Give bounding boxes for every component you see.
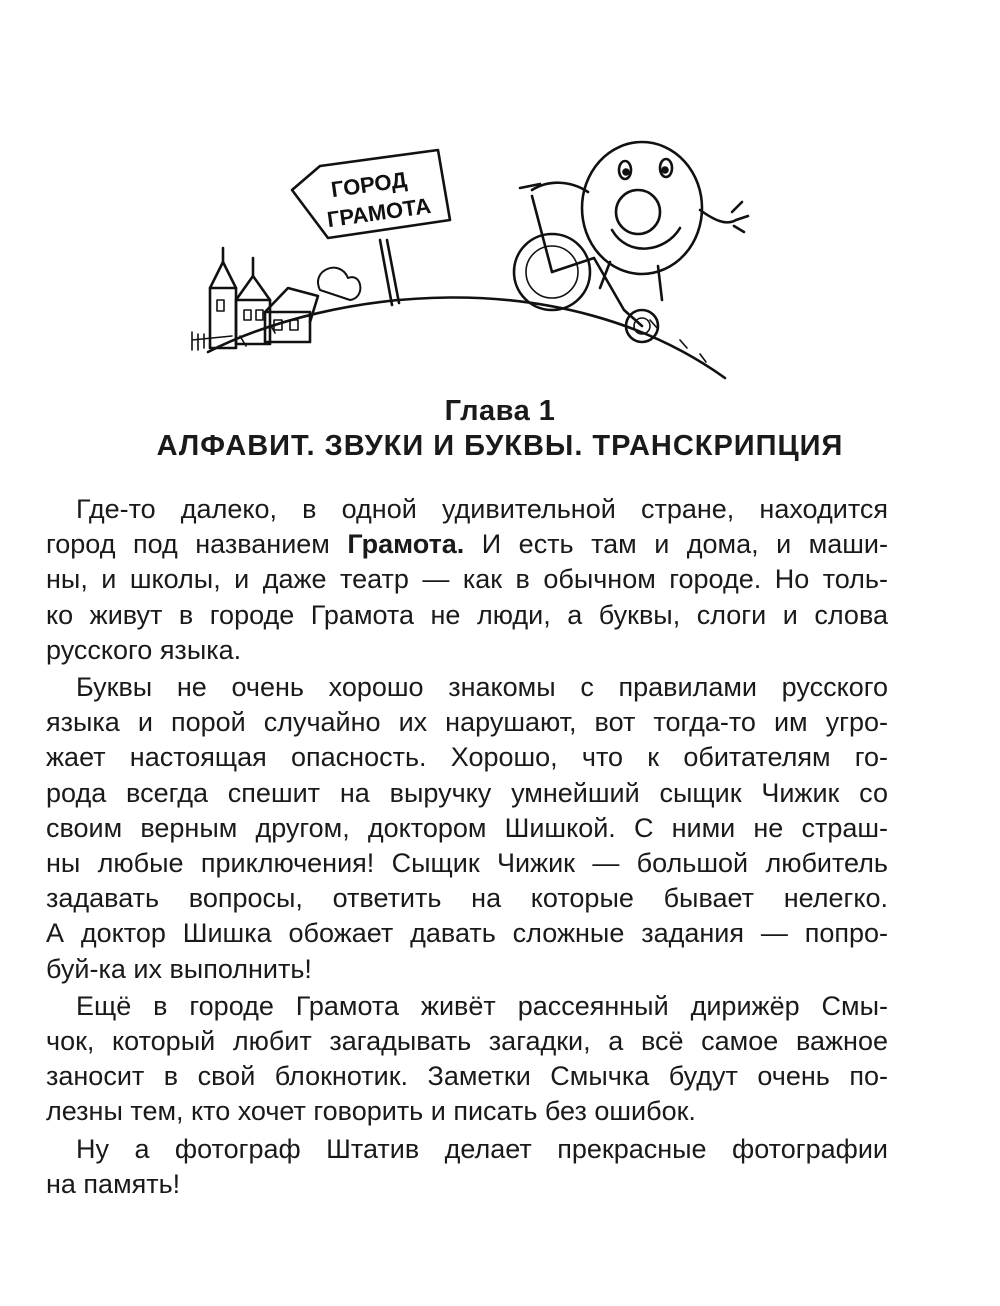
text-line: А доктор Шишка обожает давать сложные задания — попро- [46,918,888,949]
text-line: буй-ка их выполнить! [46,953,312,984]
text-line: языка и порой случайно их нарушают, вот тогда-то им угро- [46,707,888,738]
paragraph [46,492,888,668]
text-line: Буквы не очень хорошо знакомы с правилами русского [76,672,888,703]
text-line: ны любые приключения! Сыщик Чижик — большой любитель [46,848,888,879]
hill-line [208,297,725,378]
chapter-number: Глава 1 [444,395,556,427]
ball-on-bicycle-icon [514,142,748,342]
text-line: русского языка. [46,634,242,665]
text-line: лезны тем, кто хочет говорить и писать без ошибок. [46,1096,696,1127]
sign-text-line1: ГОРОД [329,166,409,203]
text-line: на память! [46,1168,181,1199]
text-line: Где-то далеко, в одной удивительной стране, находится [76,494,888,524]
bold-term: Грамота. [347,529,465,560]
text-line: жает настоящая опасность. Хорошо, что к обитателям го- [46,742,888,773]
paragraph [46,1132,888,1202]
chapter-illustration [180,140,760,385]
text-line: своим верным другом, доктором Шишкой. С ними не страш- [46,812,888,843]
town-icon [192,248,360,350]
chapter-title: АЛФАВИТ. ЗВУКИ И БУКВЫ. ТРАНСКРИПЦИЯ [156,430,844,462]
text-line: Ну а фотограф Штатив делает прекрасные фотографии [76,1133,888,1164]
paragraph [46,670,888,987]
text-line: чок, который любит загадывать загадки, а всё самое важное [46,1026,888,1057]
text-line: рода всегда спешит на выручку умнейший сыщик Чижик со [46,777,888,808]
text-line: заносит в свой блокнотик. Заметки Смычка будут очень по- [46,1061,888,1092]
text-line: ны, и школы, и даже театр — как в обычном городе. Но толь- [46,564,888,595]
text-line: ко живут в городе Грамота не люди, а буквы, слоги и слова [46,599,888,630]
text-line: задавать вопросы, ответить на которые бывает нелегко. [46,883,888,914]
body-text [46,492,888,1204]
text-line: Ещё в городе Грамота живёт рассеянный дирижёр Смы- [76,990,888,1021]
paragraph [46,989,888,1130]
text-line: город под названием Грамота. И есть там и дома, и маши- [46,529,888,560]
sign-text-line2: ГРАМОТА [325,192,433,233]
